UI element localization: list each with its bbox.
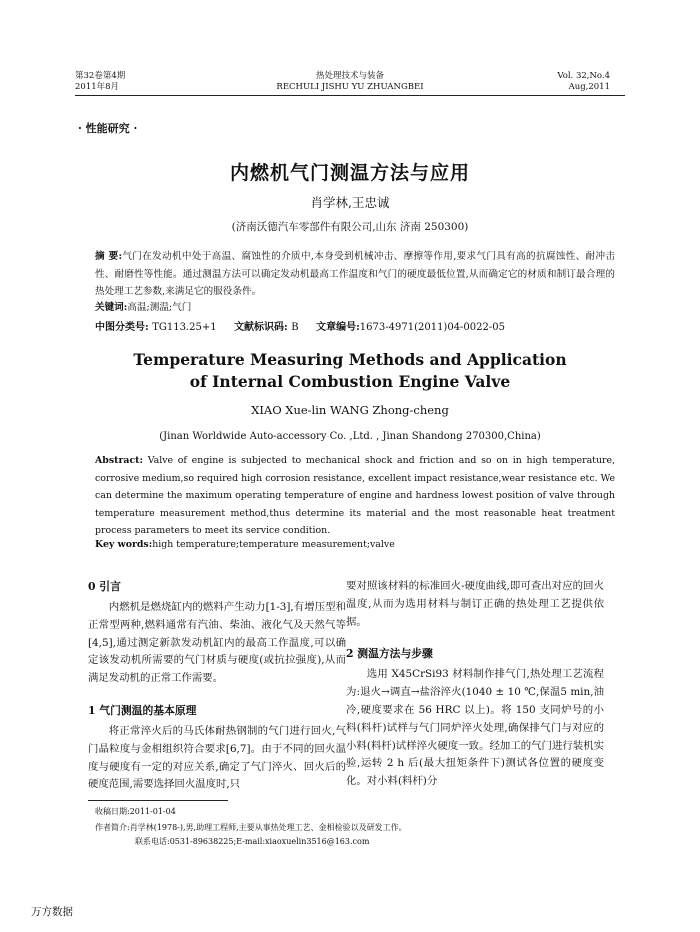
keywords-en — [95, 539, 615, 550]
authors-cn: 肖学林,王忠诚 — [310, 195, 390, 210]
footnote-divider — [88, 800, 228, 801]
authors-en: XIAO Xue-lin WANG Zhong-cheng — [251, 403, 449, 417]
section-0-paragraph: 内燃机是燃烧缸内的燃料产生动力[1-3],有增压型和正常型两种,燃料通常有汽油、柴油、液化气及天然气等[4,5],通过测定新款发动机缸内的最高工作温度,可以确定该发动机所需要的气门材质与硬度(或抗拉强度),从而满足发动机的正常工作需要。 — [88, 601, 346, 685]
keywords-label-cn: 关键词: — [95, 302, 128, 313]
affiliation-en: (Jinan Worldwide Auto-accessory Co. ,Ltd. , Jinan Shandong 270300,China) — [159, 431, 541, 442]
abstract-label-cn: 摘 要: — [95, 251, 123, 262]
doc-code-label: 文献标识码: — [234, 322, 288, 333]
abstract-text-en: Valve of engine is subjected to mechanical shock and friction and so on in high temperature, corrosive medium,so required high corrosion resistance, excellent impact resistance,wear resistance etc. We can determine the maximum operating temperature of engine and hardness lowest position of valve through temperature measurement method,thus determine its material and the most reasonable heat treatment process parameters to meet its service condition. — [95, 455, 615, 536]
body-column-right — [346, 578, 604, 791]
section-1-paragraph: 将正常淬火后的马氏体耐热钢制的气门进行回火,气门晶粒度与金相组织符合要求[6,7]。由于不同的回火温度与硬度有一定的对应关系,确定了气门淬火、回火后的硬度范围,需要选择回火温度时,只 — [88, 724, 346, 791]
affiliation-cn: (济南沃德汽车零部件有限公司,山东 济南 250300) — [231, 221, 469, 233]
wanfang-watermark: 万方数据 — [31, 906, 73, 918]
article-no-label: 文章编号: — [316, 322, 360, 333]
body-column-left — [88, 578, 346, 794]
abstract-label-en: Abstract: — [95, 455, 143, 466]
section-2-paragraph: 选用 X45CrSi93 材料制作排气门,热处理工艺流程为:退火→调直→盐浴淬火(1040 ± 10 ℃,保温5 min,油冷,硬度要求在 56 HRC 以上)。将 150 支同炉号的小料(料杆)试样与气门同炉淬火处理,确保排气门与对应的小料(料杆)试样淬火硬度一致。经加工的气门进行装机实验,运转 2 h 后(最大扭矩条件下)测试各位置的硬度变化。对小料(料杆)分 — [346, 668, 604, 788]
keywords-cn — [95, 299, 615, 313]
title-en-line1: Temperature Measuring Methods and Application — [133, 350, 567, 369]
journal-name-pinyin: RECHULI JISHU YU ZHUANGBEI — [276, 82, 424, 92]
header-divider — [75, 95, 625, 96]
class-label: 中图分类号: — [95, 322, 149, 333]
footnote-received: 收稿日期:2011-01-04 — [95, 807, 176, 816]
article-no-value: 1673-4971(2011)04-0022-05 — [359, 322, 505, 333]
journal-name-cn: 热处理技术与装备 — [315, 71, 384, 81]
keywords-label-en: Key words: — [95, 539, 153, 550]
classification-line — [95, 318, 615, 333]
section-2-heading: 2 测温方法与步骤 — [346, 647, 433, 661]
volume-issue: 第32卷第4期 — [75, 71, 126, 81]
paper-title-cn: 内燃机气门测温方法与应用 — [229, 162, 470, 184]
section-1-heading: 1 气门测温的基本原理 — [88, 703, 197, 717]
journal-volume-info-en — [557, 71, 610, 93]
doc-code-value: B — [291, 322, 299, 333]
section-0-heading: 0 引言 — [88, 580, 121, 593]
publication-date: 2011年8月 — [75, 82, 120, 92]
footnote-author-bio: 作者简介:肖学林(1978-),男,助理工程师,主要从事热处理工艺、金相检验以及研发工作。 — [95, 823, 407, 832]
abstract-text-cn: 气门在发动机中处于高温、腐蚀性的介质中,本身受到机械冲击、摩擦等作用,要求气门具有高的抗腐蚀性、耐冲击性、耐磨性等性能。通过测温方法可以确定发动机最高工作温度和气门的硬度最低位置,从而确定它的材质和制订最合理的热处理工艺参数,来满足它的服役条件。 — [95, 251, 615, 297]
section-1-continuation: 要对照该材料的标准回火-硬度曲线,即可查出对应的回火温度,从而为选用材料与制订正确的热处理工艺提供依据。 — [346, 580, 604, 628]
publication-date-en: Aug,2011 — [568, 82, 610, 92]
abstract-cn — [95, 248, 615, 301]
footnote-contact: 联系电话:0531-89638225;E-mail:xiaoxuelin3516@163.com — [135, 837, 370, 846]
class-value: TG113.25+1 — [152, 322, 217, 333]
volume-issue-en: Vol. 32,No.4 — [557, 71, 610, 81]
paper-title-en — [0, 349, 700, 393]
section-label: · 性能研究 · — [78, 122, 138, 135]
keywords-text-en: high temperature;temperature measurement;valve — [152, 539, 395, 550]
title-en-line2: of Internal Combustion Engine Valve — [189, 372, 511, 391]
abstract-en — [95, 452, 615, 540]
keywords-text-cn: 高温;测温;气门 — [127, 302, 192, 313]
